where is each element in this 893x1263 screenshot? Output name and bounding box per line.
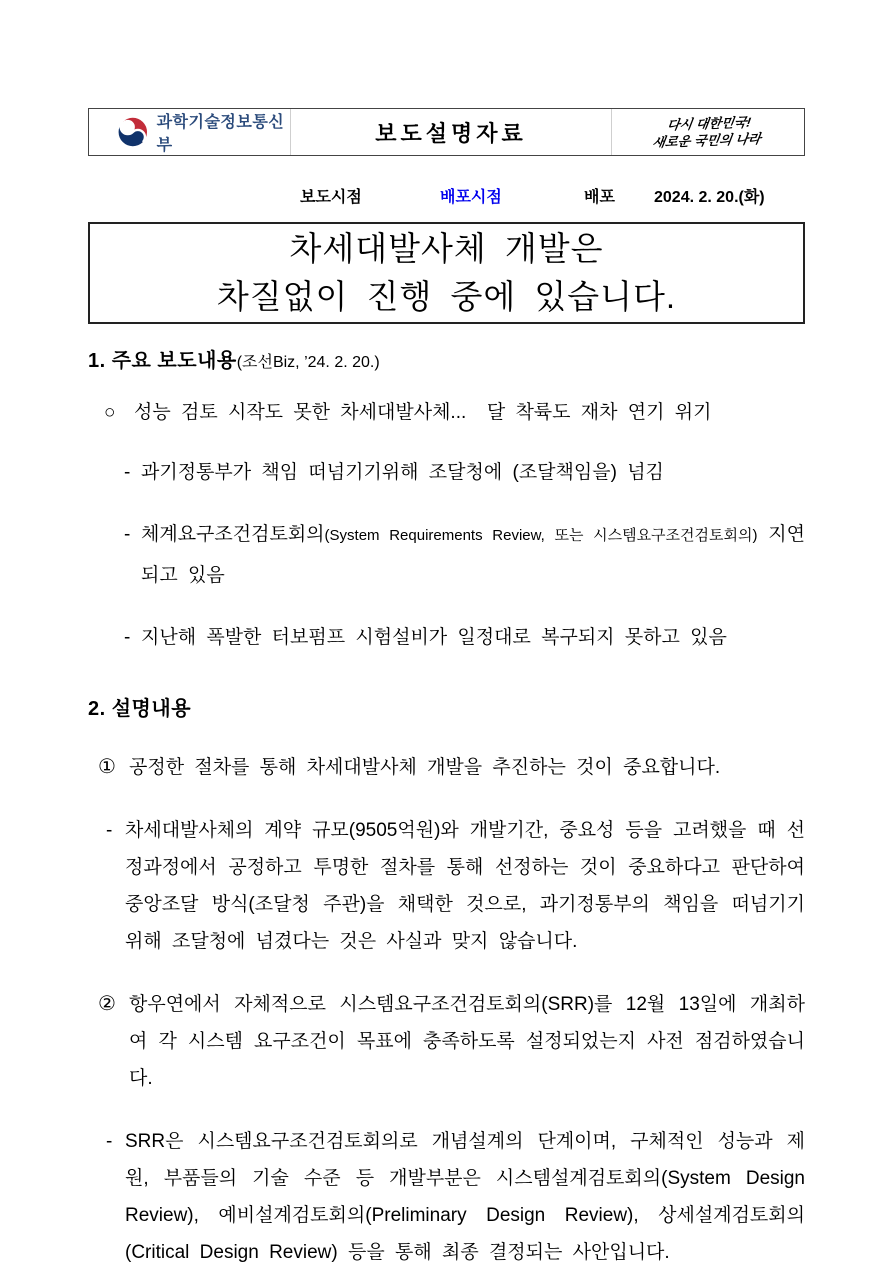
dash-bullet: -	[124, 627, 131, 648]
ministry-logo	[89, 109, 291, 155]
dash-bullet: -	[106, 820, 113, 841]
section2-heading-title: 2. 설명내용	[88, 698, 192, 720]
press-detail-main1: 체계요구조건검토회의	[141, 524, 325, 545]
dash-bullet: -	[124, 462, 131, 483]
slogan-calligraphy	[651, 113, 764, 151]
circled-number-1: ①	[98, 756, 116, 778]
circled-number-2: ②	[98, 993, 116, 1015]
press-detail-text: 지난해 폭발한 터보펌프 시험설비가 일정대로 복구되지 못하고 있음	[141, 627, 727, 648]
explanation-item	[88, 986, 805, 1097]
circle-bullet: ○	[104, 402, 116, 423]
explanation-detail-item	[88, 812, 805, 960]
press-claim-item	[88, 399, 805, 427]
section2-heading	[88, 692, 805, 721]
section1-heading	[88, 344, 805, 373]
report-time-label: 보도시점	[300, 189, 362, 206]
press-detail-text: 과기정통부가 책임 떠넘기기위해 조달청에 (조달책임을) 넘김	[141, 462, 664, 483]
distribution-date: 2024. 2. 20.(화)	[654, 189, 765, 206]
government-emblem-icon	[117, 115, 149, 149]
explanation-detail-item	[88, 1123, 805, 1263]
explanation-detail-text: SRR은 시스템요구조건검토회의로 개념설계의 단계이며, 구체적인 성능과 제원, 부품들의 기술 수준 등 개발부분은 시스템설계검토회의(System Design Review), 예비설계검토회의(Preliminary Design Review), 상세설계검토회의(Critical Design Review) 등을 통해 최종 결정되는 사안입니다.	[125, 1131, 805, 1263]
explanation-text: 공정한 절차를 통해 차세대발사체 개발을 추진하는 것이 중요합니다.	[129, 757, 721, 778]
section1-heading-title: 1. 주요 보도내용	[88, 350, 237, 372]
ministry-name: 과학기술정보통신부	[156, 114, 285, 154]
press-detail-parenthetical: (System Requirements Review, 또는 시스템요구조건검토회의)	[324, 527, 758, 544]
slogan-line2: 새로운 국민의 나라	[651, 131, 763, 150]
dash-bullet: -	[124, 524, 131, 545]
press-detail-text	[141, 515, 805, 596]
headline-box	[88, 222, 805, 324]
explanation-text: 항우연에서 자체적으로 시스템요구조건검토회의(SRR)를 12월 13일에 개최하여 각 시스템 요구조건이 목표에 충족하도록 설정되었는지 사전 점검하였습니다.	[129, 994, 805, 1089]
press-claim-text: 성능 검토 시작도 못한 차세대발사체... 달 착륙도 재차 연기 위기	[134, 402, 712, 423]
headline-line2: 차질없이 진행 중에 있습니다.	[216, 278, 677, 315]
document-header	[88, 108, 805, 156]
document-body	[88, 344, 805, 1263]
section1-heading-source: (조선Biz, ’24. 2. 20.)	[236, 354, 380, 371]
report-time-value: 배포시점	[440, 189, 502, 206]
distribution-label: 배포	[584, 189, 615, 206]
press-detail-item	[88, 515, 805, 596]
explanation-detail-text: 차세대발사체의 계약 규모(9505억원)와 개발기간, 중요성 등을 고려했을 때 선정과정에서 공정하고 투명한 절차를 통해 선정하는 것이 중요하다고 판단하여 중앙조달 방식(조달청 주관)을 채택한 것으로, 과기정통부의 책임을 떠넘기기 위해 조달청에 넘겼다는 것은 사실과 맞지 않습니다.	[125, 820, 805, 952]
dash-bullet: -	[106, 1131, 113, 1152]
document-type-title: 보도설명자료	[375, 120, 527, 146]
press-detail-main2: 지연되고 있음	[141, 524, 805, 586]
press-detail-item	[88, 453, 805, 493]
press-detail-item	[88, 618, 805, 658]
slogan-line1: 다시 대한민국!	[666, 114, 753, 133]
headline-line1: 차세대발사체 개발은	[289, 230, 604, 267]
explanation-item	[88, 749, 805, 786]
dateline-row	[88, 184, 805, 208]
